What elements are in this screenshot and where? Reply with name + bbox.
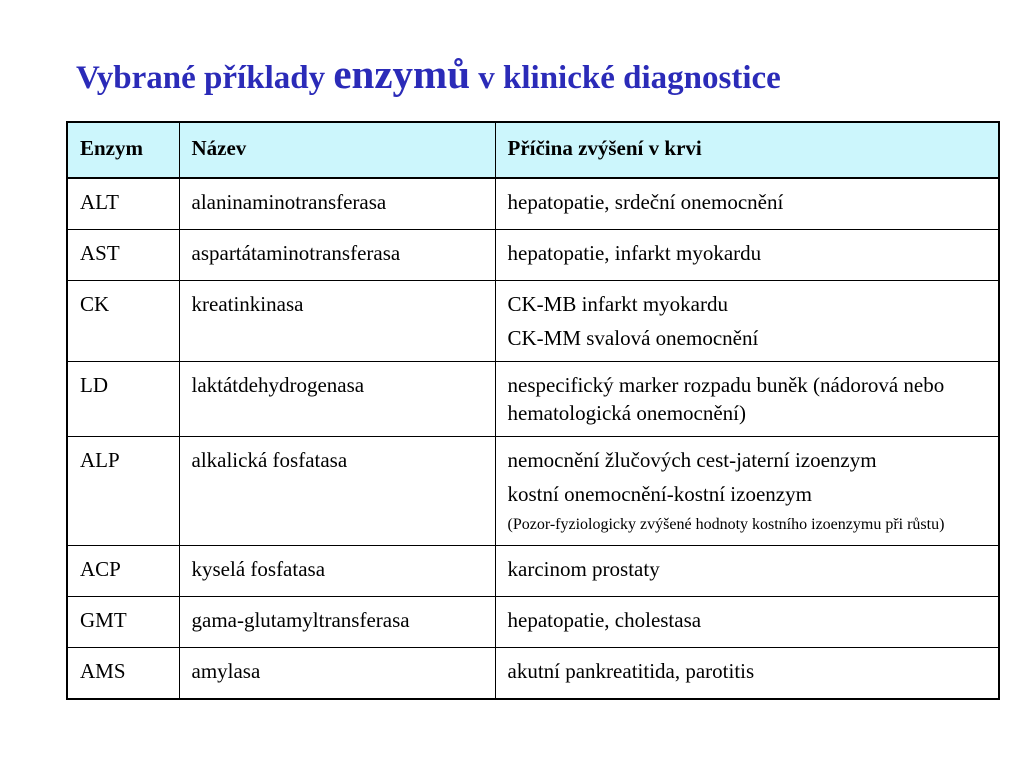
cell-nazev: kreatinkinasa <box>179 281 495 362</box>
cell-enzym: GMT <box>67 597 179 648</box>
cell-enzym: AST <box>67 230 179 281</box>
table-row <box>67 437 999 546</box>
table-row <box>67 281 999 362</box>
cause-line: karcinom prostaty <box>507 557 660 581</box>
title-part-1: Vybrané příklady <box>76 60 334 96</box>
cell-pricina <box>495 281 999 362</box>
table-row <box>67 546 999 597</box>
cause-line: kostní onemocnění-kostní izoenzym <box>507 482 812 506</box>
cell-enzym: ALP <box>67 437 179 546</box>
cell-enzym: LD <box>67 362 179 437</box>
header-enzym: Enzym <box>67 122 179 178</box>
table-row <box>67 597 999 648</box>
table-row <box>67 648 999 700</box>
cell-nazev: aspartátaminotransferasa <box>179 230 495 281</box>
cause-note: (Pozor-fyziologicky zvýšené hodnoty kostního izoenzymu při růstu) <box>507 516 945 533</box>
cause-line: nemocnění žlučových cest-jaterní izoenzym <box>507 448 877 472</box>
cell-enzym: AMS <box>67 648 179 700</box>
cell-nazev: gama-glutamyltransferasa <box>179 597 495 648</box>
cell-enzym: CK <box>67 281 179 362</box>
table-row <box>67 230 999 281</box>
cell-pricina <box>495 362 999 437</box>
cell-nazev: alkalická fosfatasa <box>179 437 495 546</box>
cell-nazev: alaninaminotransferasa <box>179 178 495 230</box>
table-header-row <box>67 122 999 178</box>
table-row <box>67 178 999 230</box>
table-row <box>67 362 999 437</box>
cause-line: hepatopatie, infarkt myokardu <box>507 241 762 265</box>
cause-line: hepatopatie, cholestasa <box>507 608 702 632</box>
cell-pricina <box>495 437 999 546</box>
cell-enzym: ACP <box>67 546 179 597</box>
title-part-2: enzymů <box>333 51 471 97</box>
cell-nazev: laktátdehydrogenasa <box>179 362 495 437</box>
slide-title <box>76 48 781 104</box>
cell-enzym: ALT <box>67 178 179 230</box>
cell-pricina <box>495 178 999 230</box>
cell-nazev: amylasa <box>179 648 495 700</box>
title-part-3: v klinické diagnostice <box>470 60 781 96</box>
cell-pricina <box>495 648 999 700</box>
cell-pricina <box>495 546 999 597</box>
cause-line: CK-MM svalová onemocnění <box>507 326 759 350</box>
cell-pricina <box>495 230 999 281</box>
header-pricina: Příčina zvýšení v krvi <box>495 122 999 178</box>
cause-line: hepatopatie, srdeční onemocnění <box>507 190 784 214</box>
cell-nazev: kyselá fosfatasa <box>179 546 495 597</box>
header-nazev: Název <box>179 122 495 178</box>
cause-line: akutní pankreatitida, parotitis <box>507 659 755 683</box>
cell-pricina <box>495 597 999 648</box>
enzyme-table <box>66 121 1000 700</box>
cause-line: CK-MB infarkt myokardu <box>507 292 728 316</box>
cause-line: nespecifický marker rozpadu buněk (nádorová nebo hematologická onemocnění) <box>507 373 945 425</box>
